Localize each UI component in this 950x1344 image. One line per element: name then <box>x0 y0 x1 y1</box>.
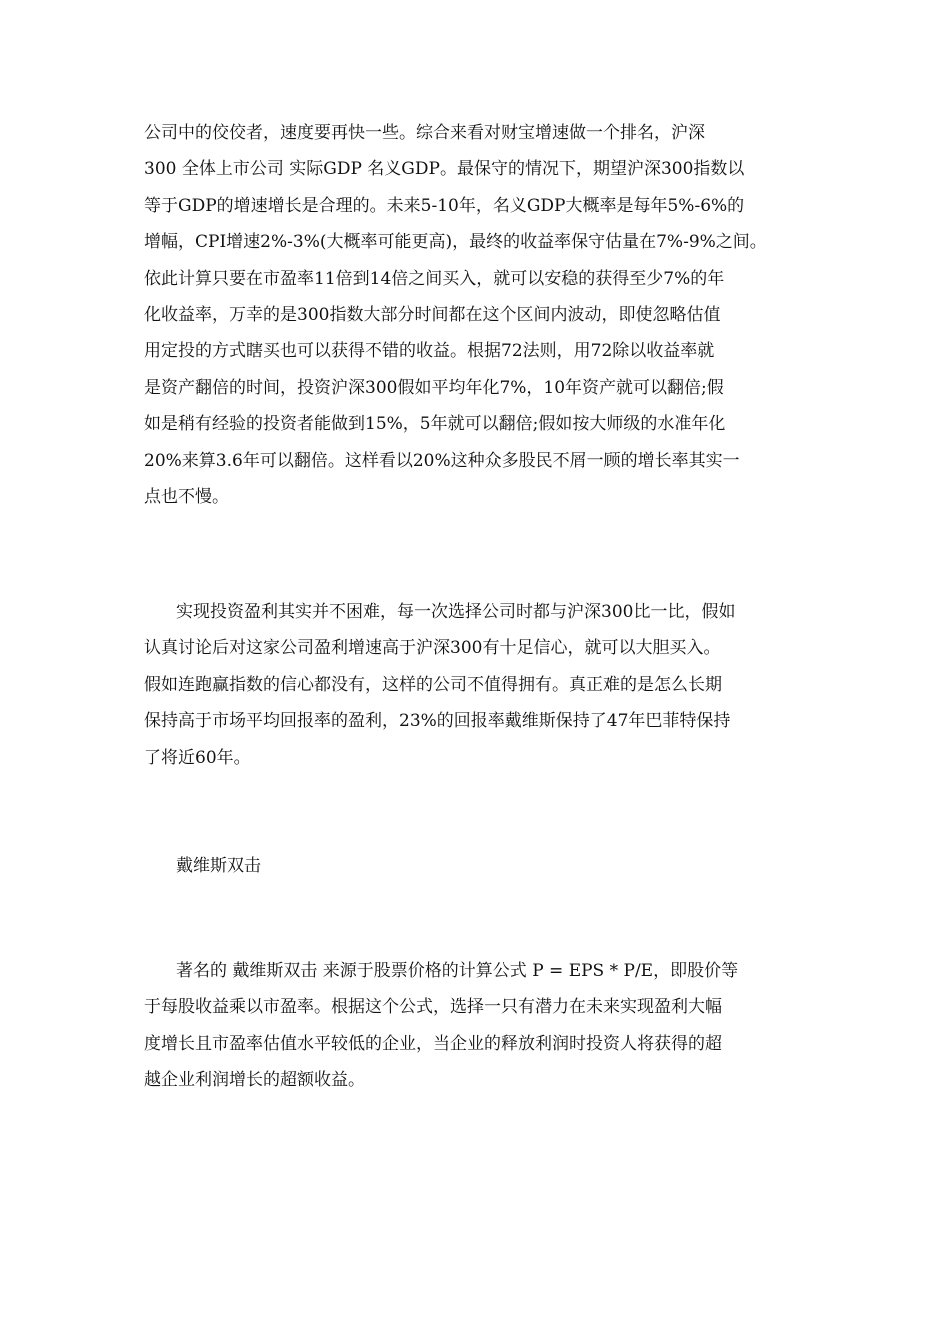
paragraph-4 <box>144 953 824 1099</box>
heading-text: 戴维斯双击 <box>176 856 261 876</box>
paragraph-1 <box>144 115 824 515</box>
text-line: 实现投资盈利其实并不困难，每一次选择公司时都与沪深300比一比，假如 <box>176 602 736 622</box>
text-line: 如是稍有经验的投资者能做到15%，5年就可以翻倍;假如按大师级的水准年化 <box>144 414 726 435</box>
text-line: 依此计算只要在市盈率11倍到14倍之间买入，就可以安稳的获得至少7%的年 <box>144 268 725 289</box>
text-line: 保持高于市场平均回报率的盈利，23%的回报率戴维斯保持了47年巴菲特保持 <box>144 711 731 732</box>
text-line: 著名的 戴维斯双击 来源于股票价格的计算公式 P = EPS * P/E，即股价等 <box>176 961 739 981</box>
paragraph-2 <box>144 594 824 776</box>
text-line: 于每股收益乘以市盈率。根据这个公式，选择一只有潜力在未来实现盈利大幅 <box>144 997 722 1018</box>
text-line: 越企业利润增长的超额收益。 <box>144 1070 365 1091</box>
text-line: 点也不慢。 <box>144 486 229 507</box>
text-line: 了将近60年。 <box>144 747 251 768</box>
text-line: 化收益率，万幸的是300指数大部分时间都在这个区间内波动，即使忽略估值 <box>144 304 721 325</box>
text-line: 300 全体上市公司 实际GDP 名义GDP。最保守的情况下，期望沪深300指数以 <box>144 159 745 180</box>
text-line: 度增长且市盈率估值水平较低的企业，当企业的释放利润时投资人将获得的超 <box>144 1033 722 1054</box>
section-heading <box>144 848 824 884</box>
text-line: 增幅，CPI增速2%-3%(大概率可能更高)，最终的收益率保守估量在7%-9%之间。 <box>144 232 767 253</box>
text-line: 等于GDP的增速增长是合理的。未来5-10年，名义GDP大概率是每年5%-6%的 <box>144 195 745 216</box>
text-line: 假如连跑赢指数的信心都没有，这样的公司不值得拥有。真正难的是怎么长期 <box>144 674 722 695</box>
text-line: 用定投的方式瞎买也可以获得不错的收益。根据72法则，用72除以收益率就 <box>144 341 715 362</box>
text-line: 是资产翻倍的时间，投资沪深300假如平均年化7%，10年资产就可以翻倍;假 <box>144 377 724 398</box>
text-line: 认真讨论后对这家公司盈利增速高于沪深300有十足信心，就可以大胆买入。 <box>144 638 721 659</box>
text-line: 公司中的佼佼者，速度要再快一些。综合来看对财宝增速做一个排名，沪深 <box>144 123 705 143</box>
text-line: 20%来算3.6年可以翻倍。这样看以20%这种众多股民不屑一顾的增长率其实一 <box>144 450 740 471</box>
